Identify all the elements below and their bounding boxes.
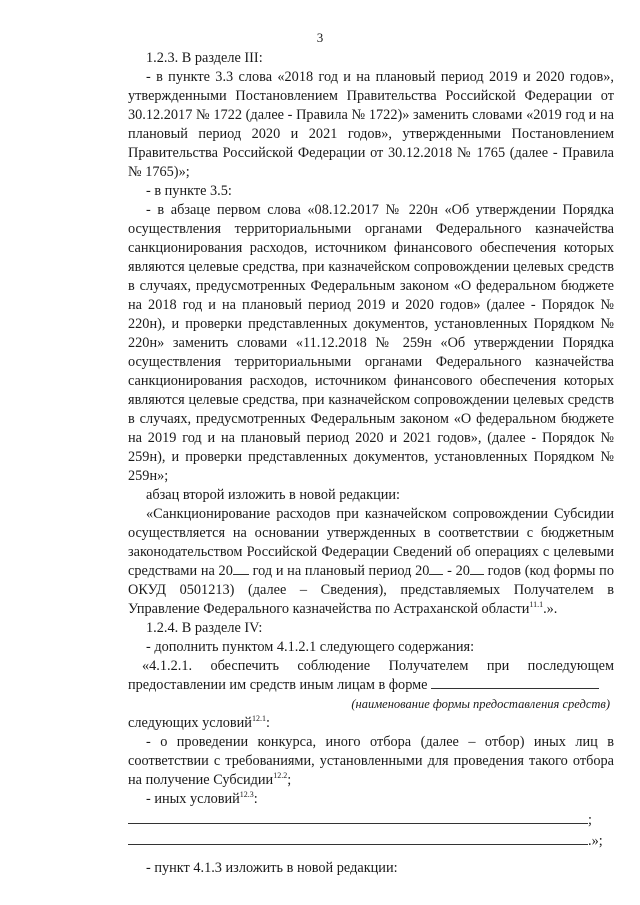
paragraph: - в пункте 3.5: (146, 183, 232, 199)
quoted-paragraph: «4.1.2.1. обеспечить соблюдение Получателем при последующем предоставлении им средств иным лицам в форме (128, 658, 614, 693)
blank-field (429, 574, 443, 575)
page-number: 3 (316, 30, 324, 45)
blank-field (233, 574, 249, 575)
paragraph: следующих условий$^{12.1}$: (128, 714, 270, 731)
blank-line-2: .»; (128, 830, 614, 851)
paragraph: - иных условий$^{12.3}$: (146, 790, 258, 807)
quoted-paragraph: «Санкционирование расходов при казначейском сопровождении Субсидии осуществляется на основании утвержденных в соответствии с бюджетным законодательством Российской Федерации Сведений об операциях с целевыми средствами на 20 год и на плановый период 20 - 20 годов (код формы по ОКУД 0501213) (далее – Сведения), представляемых Получателем в Управление Федерального казначейства по Астраханской области$^{11.1}$.». (128, 506, 614, 617)
section-heading: 1.2.3. В разделе III: (146, 50, 263, 66)
paragraph: абзац второй изложить в новой редакции: (146, 487, 401, 503)
paragraph: - в абзаце первом слова «08.12.2017 № 220н «Об утверждении Порядка осуществления территориальными органами Федерального казначейства санкционирования расходов, источником финансового обеспечения которых являются целевые средства, при казначейском сопровождении целевых средств в случаях, предусмотренных Федеральным законом «О федеральном бюджете на 2018 год и на плановый период 2019 и 2020 годов» (далее - Порядок № 220н), и проверки представленных документов, установленных Порядком № 220н» заменить словами «11.12.2018 № 259н «Об утверждении Порядка осуществления территориальными органами Федерального казначейства санкционирования расходов, источником финансового обеспечения которых являются целевые средства, при казначейском сопровождении целевых средств в случаях, предусмотренных Федеральным законом «О федеральном бюджете на 2019 год и на плановый период 2020 и 2021 годов», (далее - Порядок № 259н), и проверки представленных документов, установленных Порядком № 259н»; (128, 202, 614, 484)
underline-field (128, 809, 588, 824)
underline-field (128, 830, 588, 845)
blank-line-1: ; (128, 809, 614, 830)
blank-field (470, 574, 484, 575)
paragraph: - в пункте 3.3 слова «2018 год и на плановый период 2019 и 2020 годов», утвержденными Постановлением Правительства Российской Федерации от 30.12.2017 № 1722 (далее - Правила № 1722)» заменить словами «2019 год и на плановый период 2020 и 2021 годов», утвержденными Постановлением Правительства Российской Федерации от 30.12.2018 № 1765 (далее - Правила № 1765)»; (128, 69, 614, 180)
section-heading: 1.2.4. В разделе IV: (146, 620, 263, 636)
document-body (128, 49, 614, 878)
paragraph: - дополнить пунктом 4.1.2.1 следующего содержания: (146, 639, 475, 655)
paragraph: - пункт 4.1.3 изложить в новой редакции: (146, 860, 398, 876)
paragraph: - о проведении конкурса, иного отбора (далее – отбор) иных лиц в соответствии с требованиями, установленными для проведения такого отбора на получение Субсидии$^{12.2}$; (128, 734, 614, 788)
field-caption: (наименование формы предоставления средств) (351, 697, 610, 711)
blank-field (431, 688, 599, 689)
